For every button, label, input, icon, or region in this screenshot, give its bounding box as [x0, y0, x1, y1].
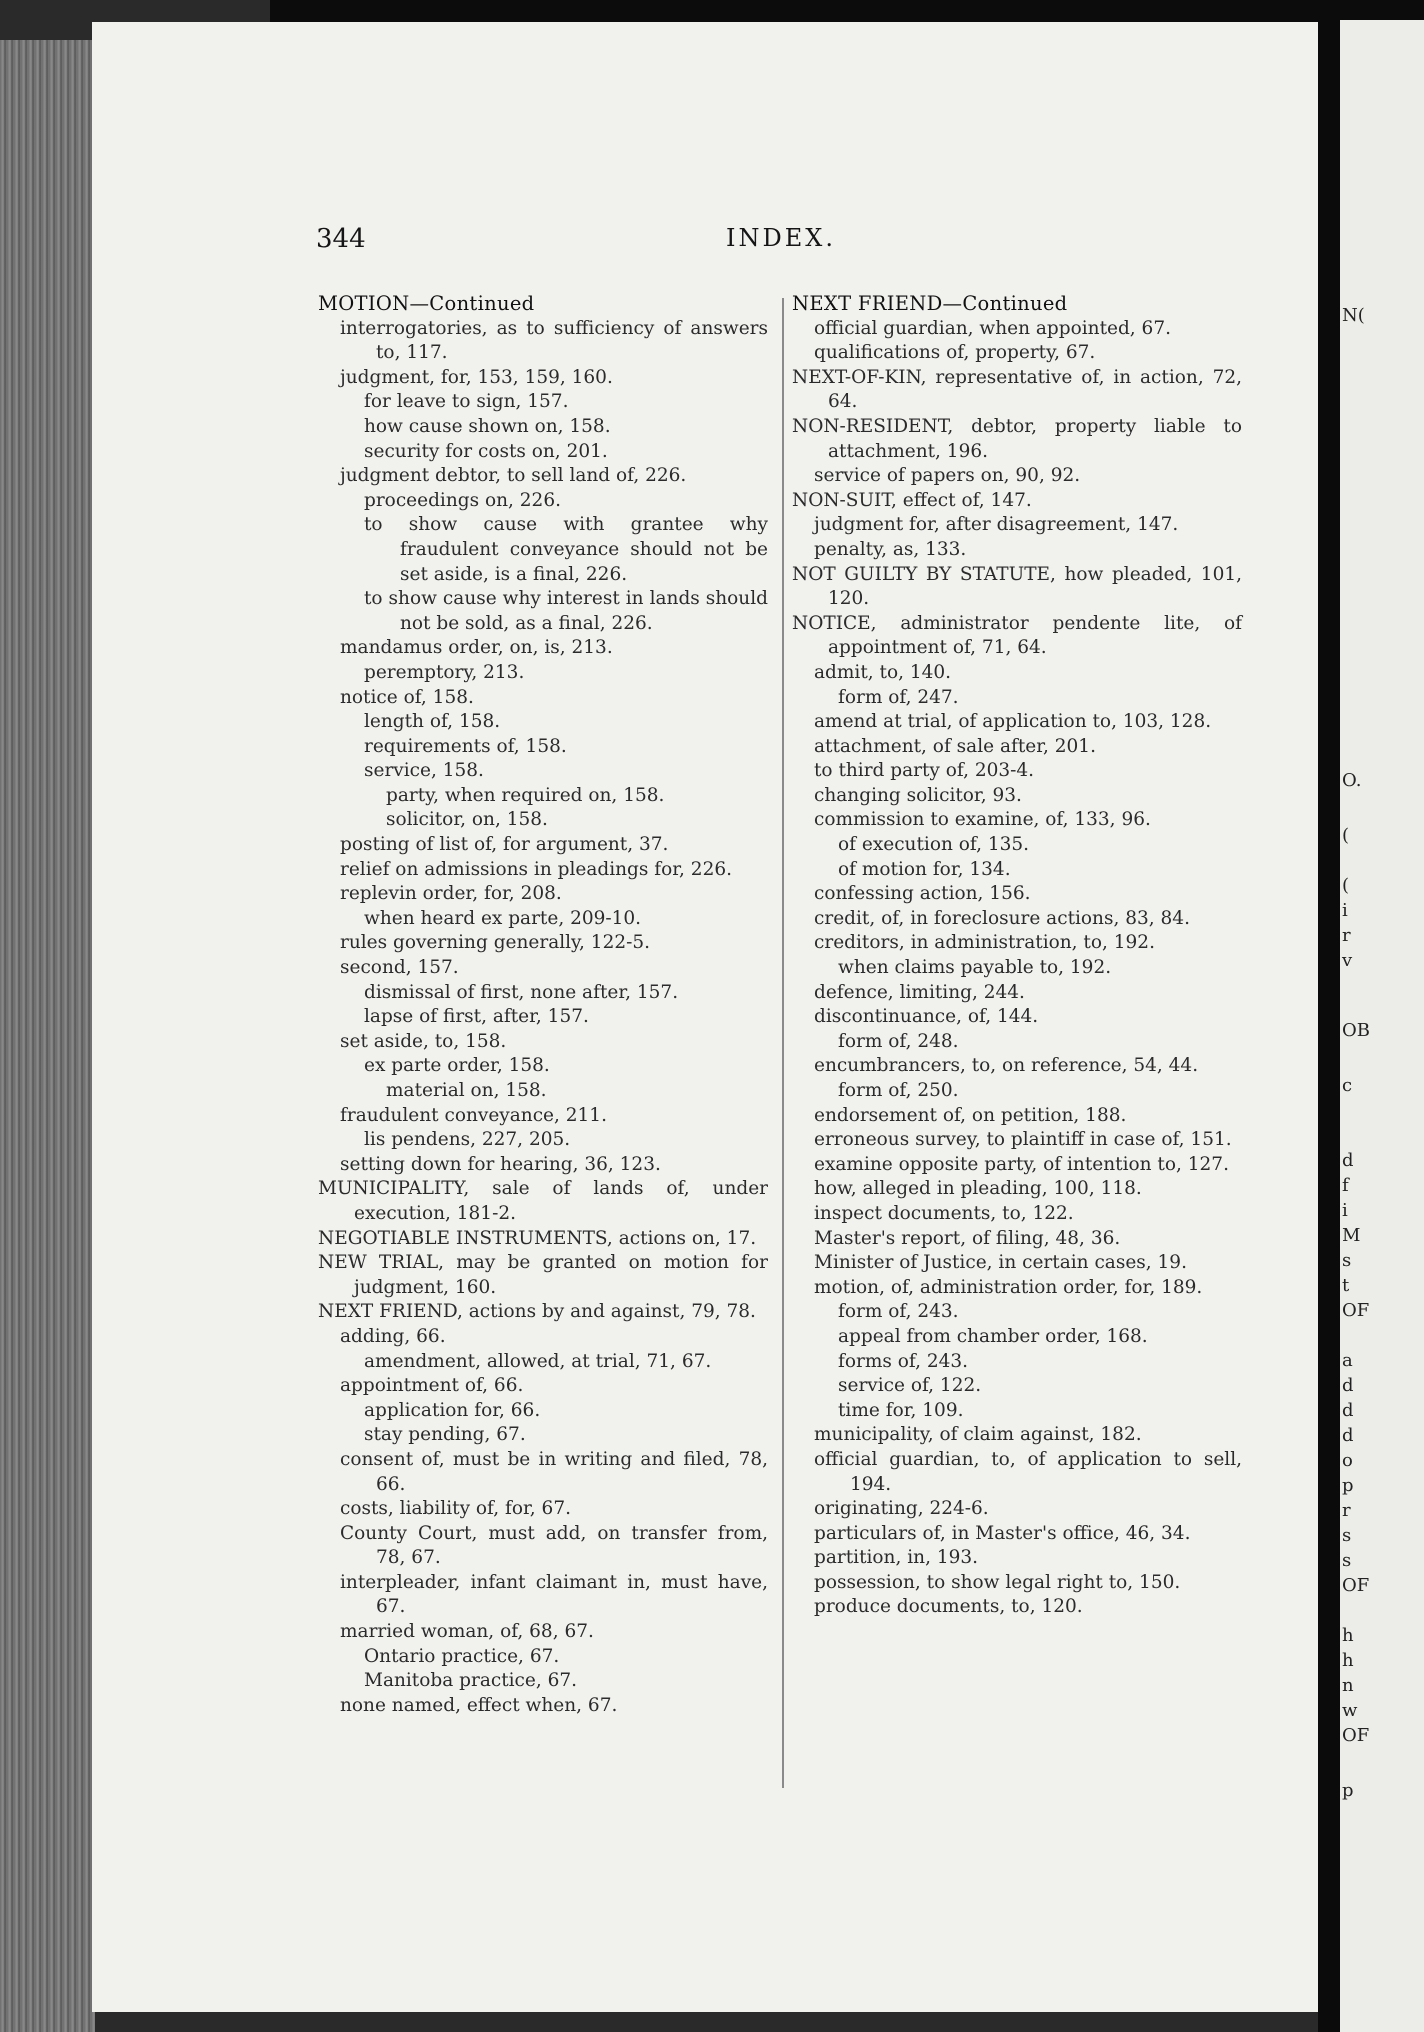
index-heading: MOTION—Continued [318, 292, 535, 315]
page-number: 344 [316, 224, 366, 254]
facing-page-text-fragment: o [1342, 1450, 1353, 1471]
index-subentry: service of papers on, 90, 92. [814, 465, 1081, 487]
index-subentry: Manitoba practice, 67. [364, 1670, 578, 1692]
index-subentry: party, when required on, 158. [386, 784, 665, 806]
index-subentry: adding, 66. [340, 1325, 446, 1347]
index-subentry: examine opposite party, of intention to, 127. [814, 1153, 1229, 1175]
index-subentry: requirements of, 158. [364, 735, 567, 757]
index-subentry: County Court, must add, on transfer from, 78, 67. [340, 1522, 768, 1569]
index-subentry: material on, 158. [386, 1080, 547, 1101]
index-subentry: motion, of, administration order, for, 189. [814, 1276, 1203, 1298]
index-heading: NEXT FRIEND—Continued [792, 292, 1068, 315]
facing-page-text-fragment: h [1342, 1625, 1354, 1646]
index-subentry: possession, to show legal right to, 150. [814, 1571, 1181, 1593]
index-subentry: married woman, of, 68, 67. [340, 1621, 594, 1643]
facing-page-text-fragment: i [1342, 1200, 1348, 1221]
facing-page-text-fragment: OB [1342, 1020, 1370, 1041]
facing-page-text-fragment: ( [1342, 825, 1350, 846]
index-subentry: appeal from chamber order, 168. [838, 1325, 1148, 1347]
index-column-right [792, 292, 1242, 1620]
index-subentry: appointment of, 66. [340, 1375, 524, 1397]
index-subentry: setting down for hearing, 36, 123. [340, 1153, 661, 1175]
index-subentry: mandamus order, on, is, 213. [340, 637, 613, 659]
index-subentry: confessing action, 156. [814, 883, 1031, 905]
index-heading: NEW TRIAL, may be granted on motion for judgment, 160. [318, 1252, 768, 1298]
index-subentry: penalty, as, 133. [814, 538, 967, 560]
facing-page-fragment [1340, 20, 1424, 2032]
facing-page-text-fragment: a [1342, 1350, 1353, 1371]
facing-page-text-fragment: f [1342, 1175, 1349, 1196]
index-subentry: fraudulent conveyance, 211. [340, 1104, 607, 1126]
index-column-left [318, 292, 768, 1718]
facing-page-text-fragment: c [1342, 1075, 1353, 1096]
facing-page-text-fragment: d [1342, 1425, 1354, 1446]
index-subentry: lapse of first, after, 157. [364, 1006, 589, 1028]
index-subentry: service, 158. [364, 760, 484, 782]
index-subentry: second, 157. [340, 957, 459, 979]
index-subentry: dismissal of first, none after, 157. [364, 981, 679, 1003]
column-divider [782, 298, 784, 1788]
facing-page-text-fragment: r [1342, 1500, 1351, 1521]
index-subentry: Ontario practice, 67. [364, 1645, 560, 1667]
facing-page-text-fragment: d [1342, 1150, 1354, 1171]
index-subentry: relief on admissions in pleadings for, 226. [340, 858, 732, 880]
index-subentry: amend at trial, of application to, 103, 128. [814, 711, 1212, 733]
index-subentry: partition, in, 193. [814, 1547, 979, 1569]
index-subentry: amendment, allowed, at trial, 71, 67. [364, 1350, 712, 1372]
index-subentry: when heard ex parte, 209-10. [364, 907, 642, 929]
index-subentry: Minister of Justice, in certain cases, 19. [814, 1252, 1187, 1274]
index-subentry: form of, 250. [838, 1080, 959, 1101]
index-heading: NON-RESIDENT, debtor, property liable to attachment, 196. [792, 415, 1242, 462]
facing-page-text-fragment: ( [1342, 875, 1350, 896]
index-subentry: how, alleged in pleading, 100, 118. [814, 1178, 1142, 1200]
index-subentry: to third party of, 203-4. [814, 760, 1035, 782]
index-subentry: interrogatories, as to sufficiency of answers to, 117. [340, 317, 768, 364]
index-subentry: defence, limiting, 244. [814, 981, 1025, 1003]
index-subentry: time for, 109. [838, 1399, 964, 1421]
facing-page-text-fragment: s [1342, 1550, 1352, 1571]
index-subentry: service of, 122. [838, 1375, 982, 1397]
index-subentry: interpleader, infant claimant in, must have, 67. [340, 1571, 768, 1618]
index-subentry: particulars of, in Master's office, 46, 34. [814, 1522, 1191, 1544]
book-gutter [1318, 20, 1340, 2032]
book-page-edges [0, 40, 95, 2032]
index-subentry: inspect documents, to, 122. [814, 1202, 1074, 1224]
index-subentry: to show cause with grantee why fraudulent conveyance should not be set aside, is a final, 226. [364, 514, 768, 585]
index-subentry: form of, 248. [838, 1030, 959, 1052]
facing-page-text-fragment: r [1342, 925, 1351, 946]
running-header: INDEX. [726, 224, 836, 252]
index-subentry: form of, 247. [838, 686, 959, 708]
facing-page-text-fragment: v [1342, 950, 1353, 971]
index-subentry: produce documents, to, 120. [814, 1596, 1083, 1618]
index-subentry: credit, of, in foreclosure actions, 83, 84. [814, 907, 1190, 929]
facing-page-text-fragment: d [1342, 1375, 1354, 1396]
index-subentry: erroneous survey, to plaintiff in case of, 151. [814, 1129, 1232, 1151]
index-subentry: none named, effect when, 67. [340, 1694, 618, 1716]
index-subentry: of motion for, 134. [838, 858, 1011, 880]
index-subentry: notice of, 158. [340, 686, 474, 708]
index-subentry: official guardian, to, of application to sell, 194. [814, 1448, 1242, 1495]
index-subentry: application for, 66. [364, 1399, 541, 1421]
facing-page-text-fragment: p [1342, 1780, 1354, 1801]
facing-page-text-fragment: i [1342, 900, 1348, 921]
index-subentry: official guardian, when appointed, 67. [814, 317, 1171, 339]
index-subentry: ex parte order, 158. [364, 1055, 550, 1077]
index-subentry: peremptory, 213. [364, 661, 525, 683]
index-subentry: rules governing generally, 122-5. [340, 932, 651, 954]
index-subentry: commission to examine, of, 133, 96. [814, 809, 1151, 831]
index-subentry: creditors, in administration, to, 192. [814, 932, 1155, 954]
index-subentry: proceedings on, 226. [364, 489, 561, 511]
index-subentry: how cause shown on, 158. [364, 415, 611, 437]
index-subentry: set aside, to, 158. [340, 1030, 507, 1052]
index-subentry: stay pending, 67. [364, 1424, 526, 1446]
index-subentry: attachment, of sale after, 201. [814, 735, 1096, 757]
index-subentry: endorsement of, on petition, 188. [814, 1104, 1127, 1126]
index-subentry: municipality, of claim against, 182. [814, 1424, 1142, 1446]
index-heading: NEXT-OF-KIN, representative of, in action, 72, 64. [792, 366, 1242, 413]
index-subentry: consent of, must be in writing and filed, 78, 66. [340, 1448, 768, 1495]
index-subentry: when claims payable to, 192. [838, 957, 1112, 979]
index-subentry: discontinuance, of, 144. [814, 1006, 1039, 1028]
index-subentry: for leave to sign, 157. [364, 391, 569, 413]
index-subentry: judgment debtor, to sell land of, 226. [340, 465, 687, 487]
index-subentry: posting of list of, for argument, 37. [340, 834, 669, 856]
index-heading: NOTICE, administrator pendente lite, of appointment of, 71, 64. [792, 612, 1242, 659]
index-heading: NEGOTIABLE INSTRUMENTS, actions on, 17. [318, 1227, 757, 1249]
facing-page-text-fragment: s [1342, 1250, 1352, 1271]
index-subentry: length of, 158. [364, 711, 501, 733]
facing-page-text-fragment: d [1342, 1400, 1354, 1421]
index-subentry: solicitor, on, 158. [386, 809, 548, 831]
facing-page-text-fragment: OF [1342, 1725, 1370, 1746]
index-subentry: to show cause why interest in lands should not be sold, as a final, 226. [364, 588, 768, 634]
facing-page-text-fragment: h [1342, 1650, 1354, 1671]
index-heading: NON-SUIT, effect of, 147. [792, 489, 1032, 511]
index-heading: NOT GUILTY BY STATUTE, how pleaded, 101, 120. [792, 563, 1242, 610]
index-subentry: forms of, 243. [838, 1350, 969, 1372]
facing-page-text-fragment: N( [1342, 305, 1365, 326]
index-subentry: judgment for, after disagreement, 147. [814, 514, 1179, 536]
index-subentry: replevin order, for, 208. [340, 883, 562, 905]
facing-page-text-fragment: n [1342, 1675, 1354, 1696]
facing-page-text-fragment: OF [1342, 1300, 1370, 1321]
facing-page-text-fragment: O. [1342, 770, 1362, 791]
index-subentry: judgment, for, 153, 159, 160. [340, 366, 613, 388]
index-subentry: qualifications of, property, 67. [814, 342, 1096, 364]
index-heading: NEXT FRIEND, actions by and against, 79, 78. [318, 1301, 756, 1323]
index-subentry: Master's report, of filing, 48, 36. [814, 1227, 1121, 1249]
index-subentry: security for costs on, 201. [364, 440, 608, 462]
index-heading: MUNICIPALITY, sale of lands of, under execution, 181-2. [318, 1178, 768, 1224]
index-subentry: of execution of, 135. [838, 834, 1030, 856]
index-subentry: lis pendens, 227, 205. [364, 1129, 571, 1151]
index-subentry: originating, 224-6. [814, 1498, 989, 1520]
facing-page-text-fragment: M [1342, 1225, 1361, 1246]
facing-page-text-fragment: p [1342, 1475, 1354, 1496]
facing-page-text-fragment: OF [1342, 1575, 1370, 1596]
facing-page-text-fragment: t [1342, 1275, 1350, 1296]
index-subentry: encumbrancers, to, on reference, 54, 44. [814, 1055, 1199, 1077]
index-subentry: admit, to, 140. [814, 661, 952, 683]
facing-page-text-fragment: w [1342, 1700, 1358, 1721]
index-subentry: costs, liability of, for, 67. [340, 1498, 571, 1520]
facing-page-text-fragment: s [1342, 1525, 1352, 1546]
index-subentry: changing solicitor, 93. [814, 784, 1022, 806]
index-subentry: form of, 243. [838, 1301, 959, 1323]
